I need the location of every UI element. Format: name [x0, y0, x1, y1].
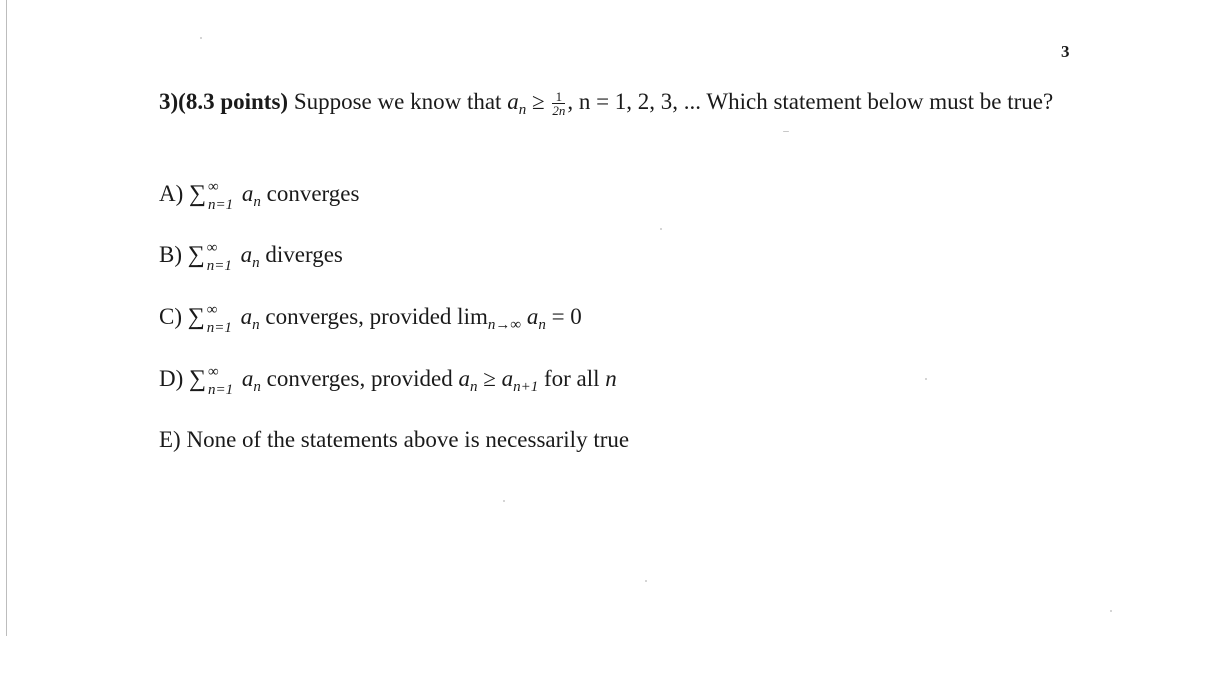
- question-stem: [159, 86, 1079, 126]
- term: a: [241, 181, 254, 206]
- scan-speck: [503, 500, 505, 502]
- option-c[interactable]: [159, 301, 582, 341]
- scan-speck: [200, 37, 202, 39]
- limit-term-sub: n: [538, 317, 546, 333]
- fraction-numerator: 1: [552, 90, 565, 104]
- cond-term: a: [458, 366, 470, 391]
- option-letter: A): [159, 181, 184, 206]
- limit-tail: = 0: [545, 304, 582, 329]
- term-sub: n: [252, 317, 260, 333]
- option-text: converges, provided lim: [265, 304, 488, 329]
- sum-upper-limit: ∞: [208, 179, 219, 195]
- page-number: 3: [1061, 42, 1070, 61]
- sum-upper-limit: ∞: [206, 240, 218, 256]
- sum-lower-limit: n=1: [206, 258, 232, 274]
- question-condition: , n = 1, 2, 3, ...: [567, 89, 702, 114]
- scan-speck: [660, 228, 662, 230]
- term: a: [240, 242, 253, 267]
- option-d[interactable]: [159, 363, 617, 403]
- option-letter: D): [159, 366, 184, 391]
- cond-term-sub: n: [469, 379, 478, 395]
- sum-symbol: ∑ ∞ n=1: [189, 179, 206, 210]
- question-ask: Which statement below must be true?: [706, 89, 1054, 114]
- scan-speck: [783, 131, 789, 132]
- limit-sub: n→∞: [487, 317, 522, 333]
- fraction-denominator: 2n: [552, 103, 566, 119]
- option-text: converges: [266, 181, 360, 206]
- scan-speck: [925, 378, 927, 380]
- option-text: diverges: [265, 242, 343, 267]
- option-letter: C): [159, 304, 182, 329]
- option-letter: E): [159, 427, 181, 452]
- sum-upper-limit: ∞: [206, 302, 218, 318]
- scan-speck: [1110, 610, 1112, 612]
- term-sub: n: [253, 194, 261, 210]
- cond-last: n: [605, 366, 617, 391]
- cond-term2-sub: n+1: [513, 379, 539, 395]
- question-fraction: [552, 90, 565, 117]
- option-text: converges, provided: [266, 366, 453, 391]
- sum-symbol: ∑ ∞ n=1: [188, 302, 205, 333]
- question-var: a: [507, 89, 519, 114]
- option-e[interactable]: [159, 424, 629, 455]
- sum-lower-limit: n=1: [208, 197, 234, 213]
- option-b[interactable]: [159, 239, 343, 279]
- sum-lower-limit: n=1: [208, 382, 234, 398]
- question-intro: Suppose we know that: [293, 89, 502, 114]
- question-label: 3)(8.3 points): [159, 89, 289, 114]
- term-sub: n: [253, 379, 261, 395]
- option-letter: B): [159, 242, 182, 267]
- scan-speck: [645, 580, 647, 582]
- question-relation: ≥: [531, 89, 545, 114]
- limit-term: a: [526, 304, 539, 329]
- cond-tail: for all: [538, 366, 600, 391]
- cond-relation: ≥: [477, 366, 502, 391]
- term: a: [240, 304, 253, 329]
- option-text: None of the statements above is necessarily true: [186, 427, 630, 452]
- option-a[interactable]: [159, 178, 359, 218]
- sum-upper-limit: ∞: [208, 364, 219, 380]
- sum-lower-limit: n=1: [206, 320, 232, 336]
- sum-symbol: ∑ ∞ n=1: [188, 240, 205, 271]
- term: a: [241, 366, 254, 391]
- term-sub: n: [252, 255, 260, 271]
- page-edge: [6, 0, 7, 636]
- cond-term2: a: [501, 366, 514, 391]
- sum-symbol: ∑ ∞ n=1: [189, 364, 206, 395]
- question-var-sub: n: [518, 102, 527, 118]
